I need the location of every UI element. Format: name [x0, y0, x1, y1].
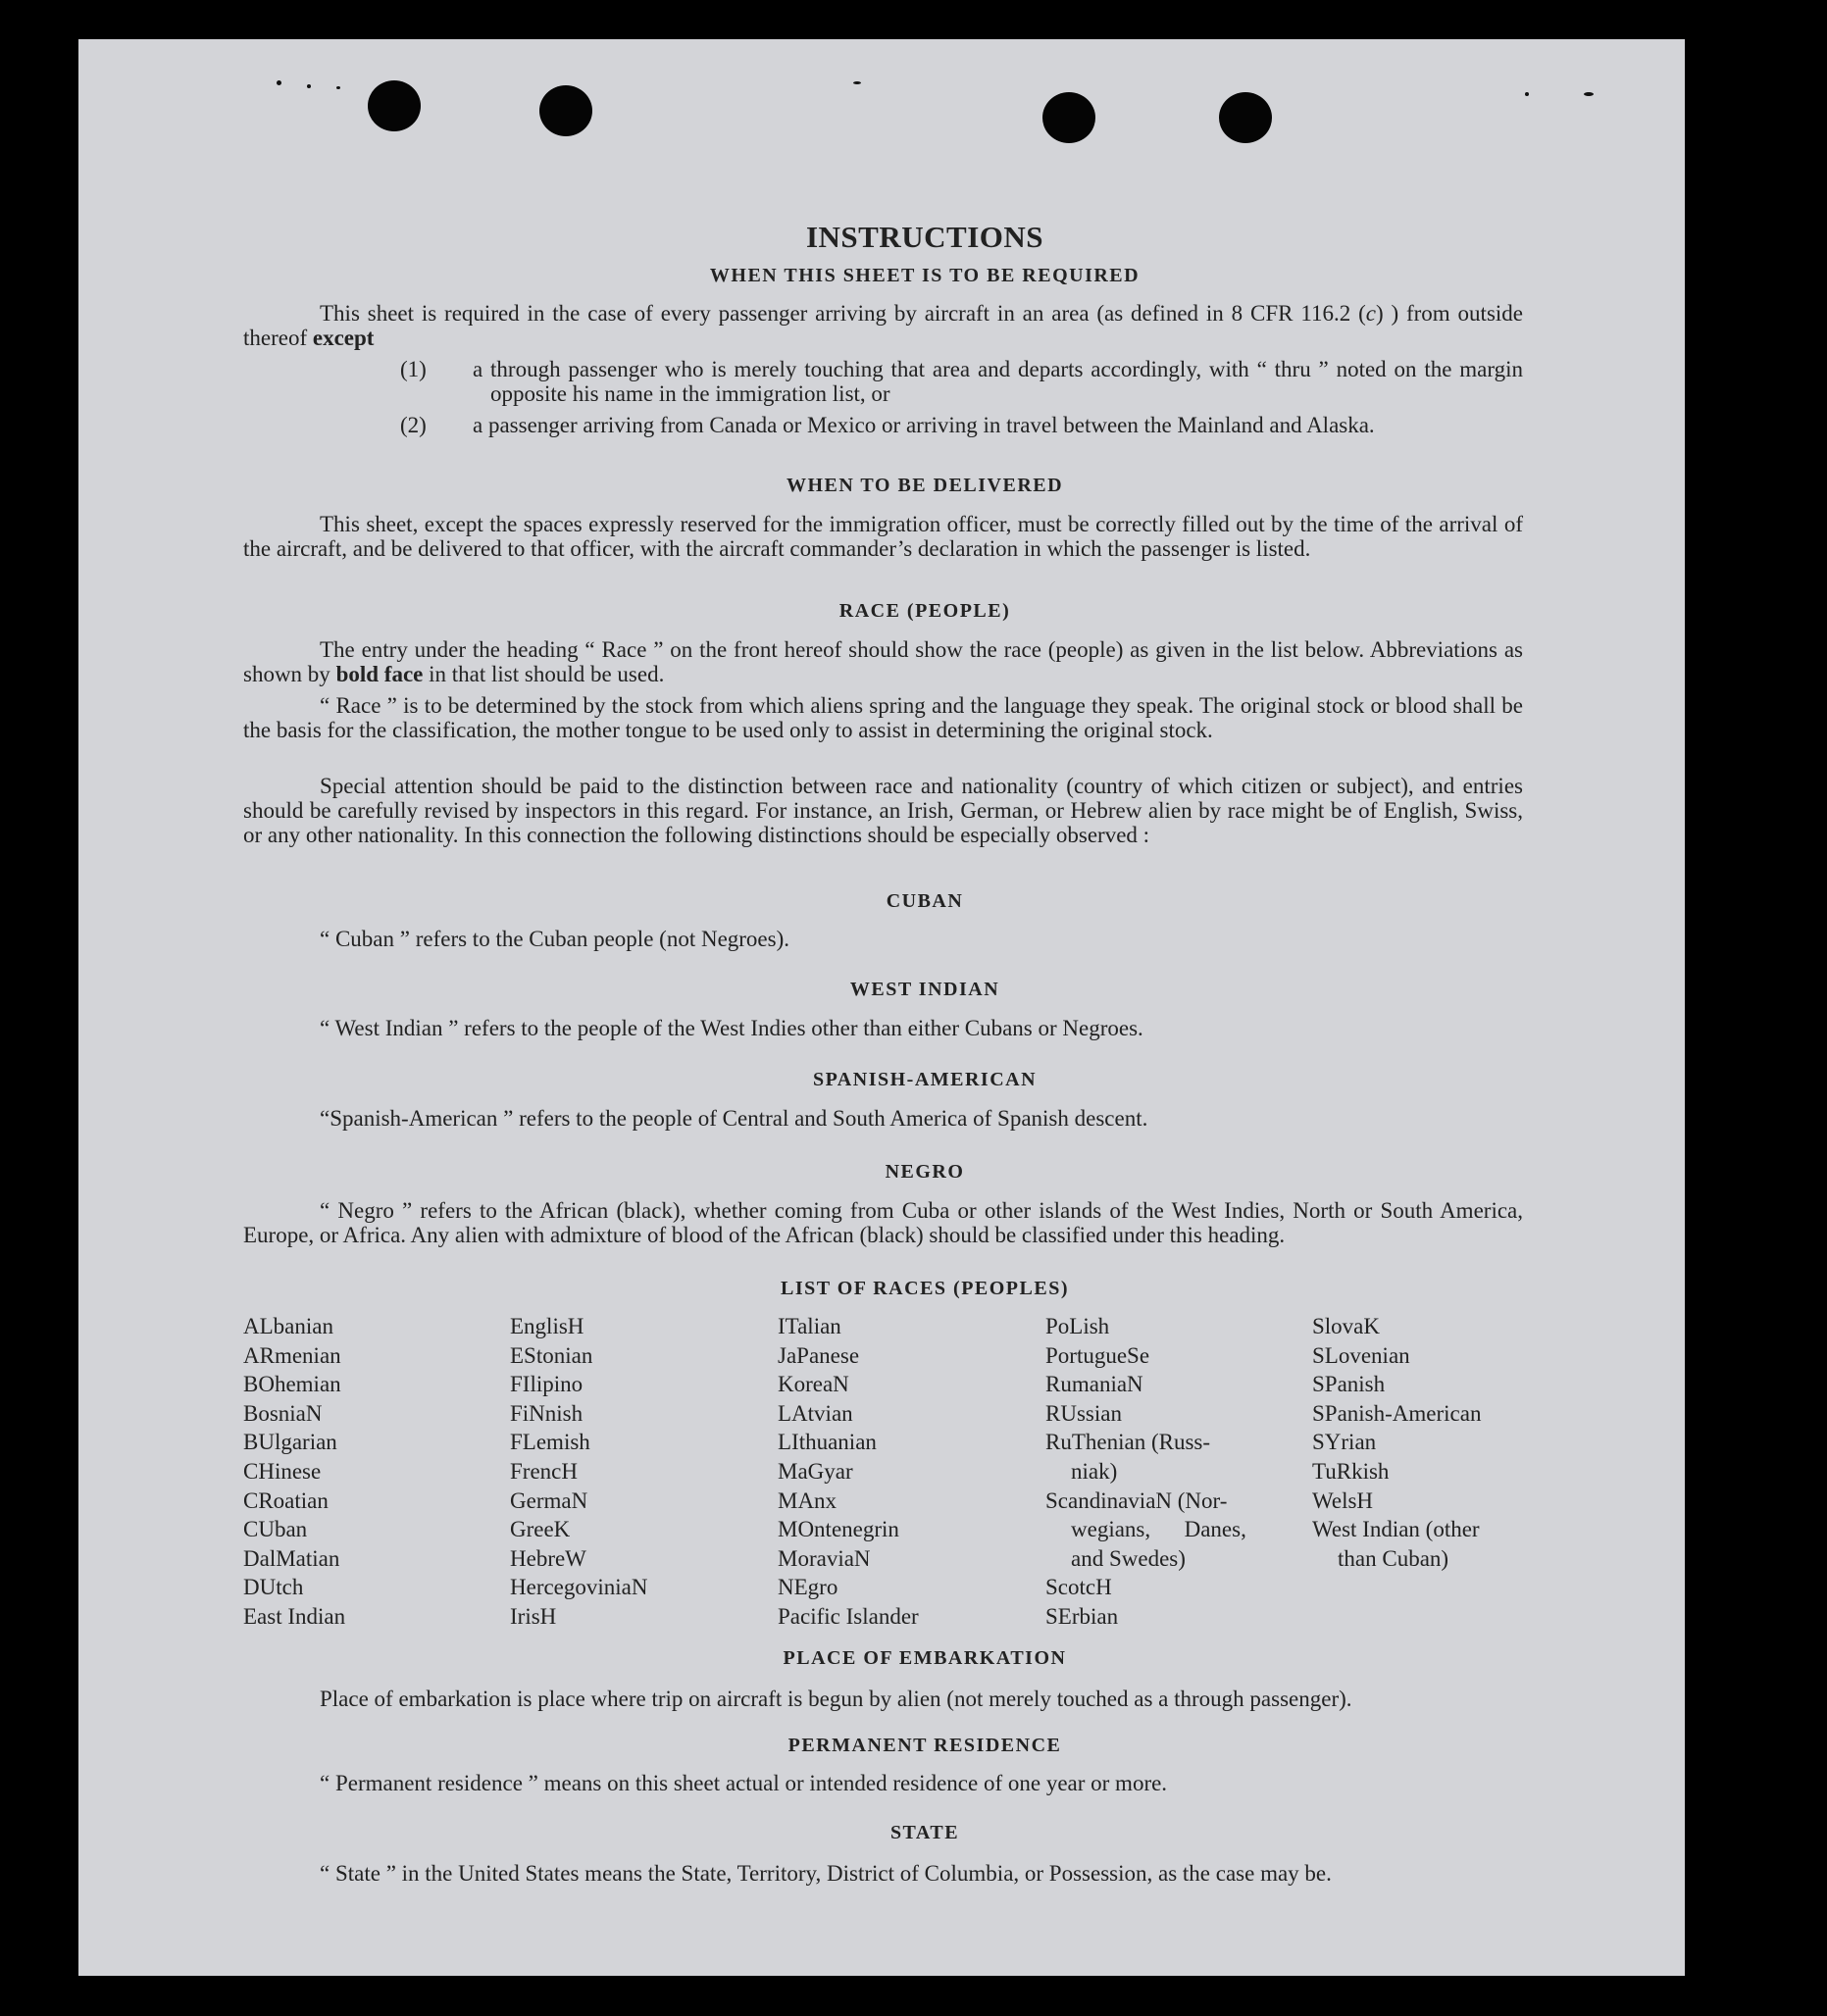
speck [336, 86, 340, 89]
list-item: KoreaN [778, 1372, 849, 1397]
list-item: BUlgarian [243, 1430, 337, 1455]
item-text: a passenger arriving from Canada or Mexico or arriving in travel between the Mainland and Alaska. [473, 413, 1375, 437]
paragraph-race-3: Special attention should be paid to the distinction between race and nationality (country of which citizen or subject), and entries should be carefully revised by inspectors in this regard. For instance, an Irish, German, or Hebrew alien by race might be of English, Swiss, or any other nationality. In this connection the following distinctions should be especially observed : [243, 774, 1523, 847]
list-item: East Indian [243, 1603, 346, 1629]
list-item: ALbanian [243, 1314, 333, 1338]
punch-hole [1042, 92, 1095, 143]
list-item: MAnx [778, 1487, 837, 1513]
item-number: (1) [400, 357, 427, 381]
races-column-2 [510, 1312, 648, 1632]
list-item: IrisH [510, 1603, 557, 1629]
list-item: wegians, Danes, [1071, 1517, 1246, 1542]
document-page [78, 39, 1685, 1976]
list-item: BosniaN [243, 1400, 323, 1426]
text: The entry under the heading “ Race ” on the front hereof should show the race (people) as given in the list below. Abbreviations as shown by [243, 637, 1523, 686]
heading-cuban: CUBAN [886, 890, 964, 912]
list-item: RumaniaN [1045, 1372, 1143, 1397]
list-item: SlovaK [1312, 1314, 1380, 1338]
text: in that list should be used. [423, 662, 665, 686]
heading-race: RACE (PEOPLE) [838, 600, 1011, 622]
paragraph-embarkation: Place of embarkation is place where trip on aircraft is begun by alien (not merely touched as a through passenger). [320, 1687, 1352, 1711]
list-item: niak) [1071, 1458, 1118, 1484]
paragraph-race-2: “ Race ” is to be determined by the stock from which aliens spring and the language they speak. The original stock or blood shall be the basis for the classification, the mother tongue to be used only to assist in determining the original stock. [243, 693, 1523, 742]
list-item: LIthuanian [778, 1430, 877, 1455]
heading-west-indian: WEST INDIAN [849, 979, 1000, 1000]
list-item: PortugueSe [1045, 1342, 1150, 1368]
races-column-3 [778, 1312, 919, 1632]
heading-when-required: WHEN THIS SHEET IS TO BE REQUIRED [709, 265, 1141, 286]
text: ) ) from outside thereof [243, 301, 1523, 350]
paragraph-permanent-residence: “ Permanent residence ” means on this sheet actual or intended residence of one year or more. [320, 1771, 1168, 1795]
list-item: DUtch [243, 1575, 304, 1600]
list-item: PoLish [1045, 1314, 1110, 1338]
item-text: a through passenger who is merely touching that area and departs accordingly, with “ thru ” noted on the margin opposite his name in the immigration list, or [473, 357, 1523, 406]
speck [853, 81, 861, 84]
races-column-1 [243, 1312, 345, 1632]
speck [307, 84, 311, 88]
text: bold face [335, 662, 424, 686]
heading-spanish-american: SPANISH-AMERICAN [812, 1069, 1038, 1090]
list-item: JaPanese [778, 1342, 860, 1368]
list-item: SPanish-American [1312, 1400, 1482, 1426]
list-item: EnglisH [510, 1314, 584, 1338]
paragraph-race-1 [243, 637, 1523, 686]
list-item: MoraviaN [778, 1545, 871, 1571]
list-item: MOntenegrin [778, 1517, 899, 1542]
text: except [312, 326, 375, 350]
list-item: LAtvian [778, 1400, 853, 1426]
paragraph-cuban: “ Cuban ” refers to the Cuban people (not Negroes). [320, 927, 790, 951]
list-item: NEgro [778, 1575, 838, 1600]
heading-state: STATE [889, 1822, 960, 1843]
list-item: GermaN [510, 1487, 588, 1513]
list-item: CHinese [243, 1458, 322, 1484]
text: This sheet is required in the case of every passenger arriving by aircraft in an area (as defined in 8 CFR 116.2 ( [320, 301, 1366, 326]
heading-permanent-residence: PERMANENT RESIDENCE [787, 1735, 1062, 1756]
list-item: MaGyar [778, 1458, 853, 1484]
list-item: and Swedes) [1071, 1545, 1186, 1571]
text: c [1365, 301, 1376, 326]
list-item: ARmenian [243, 1342, 341, 1368]
list-item: WelsH [1312, 1487, 1374, 1513]
paragraph-west-indian: “ West Indian ” refers to the people of the West Indies other than either Cubans or Negroes. [320, 1016, 1143, 1040]
list-item: FIlipino [510, 1372, 584, 1397]
heading-list-of-races: LIST OF RACES (PEOPLES) [780, 1278, 1069, 1299]
speck [277, 80, 281, 85]
list-item: FrencH [510, 1458, 578, 1484]
item-number: (2) [400, 413, 427, 437]
list-item: DalMatian [243, 1545, 340, 1571]
list-item: CUban [243, 1517, 308, 1542]
list-item: SYrian [1312, 1430, 1377, 1455]
list-item: RUssian [1045, 1400, 1122, 1426]
punch-hole [368, 80, 421, 131]
list-item: FLemish [510, 1430, 590, 1455]
list-item: HercegovinіaN [510, 1575, 648, 1600]
list-item: Pacific Islander [778, 1603, 919, 1629]
list-item: BOhemian [243, 1372, 341, 1397]
page-title: INSTRUCTIONS [805, 220, 1043, 254]
speck [1525, 92, 1529, 96]
list-item: ScotcH [1045, 1575, 1112, 1600]
list-item [400, 413, 1523, 437]
list-item: ScandinaviaN (Nor- [1045, 1487, 1228, 1513]
list-item: West Indian (other [1312, 1517, 1480, 1542]
heading-embarkation: PLACE OF EMBARKATION [783, 1647, 1067, 1669]
heading-when-delivered: WHEN TO BE DELIVERED [786, 475, 1064, 496]
list-item: SPanish [1312, 1372, 1386, 1397]
punch-hole [539, 85, 592, 136]
heading-negro: NEGRO [885, 1161, 965, 1183]
list-item: RuThenian (Russ- [1045, 1430, 1211, 1455]
list-item: SErbian [1045, 1603, 1119, 1629]
races-column-5 [1312, 1312, 1481, 1573]
list-item: ITalian [778, 1314, 841, 1338]
paragraph-state: “ State ” in the United States means the State, Territory, District of Columbia, or Possession, as the case may be. [320, 1861, 1332, 1886]
punch-hole [1219, 92, 1272, 143]
list-item: SLovenian [1312, 1342, 1410, 1368]
paragraph-when-required [243, 301, 1523, 350]
paragraph-negro: “ Negro ” refers to the African (black), whether coming from Cuba or other islands of the West Indies, North or South America, Europe, or Africa. Any alien with admixture of blood of the African (black) should be classified under this heading. [243, 1198, 1523, 1247]
list-item: GreeK [510, 1517, 571, 1542]
list-item: than Cuban) [1338, 1545, 1449, 1571]
list-item: EStonian [510, 1342, 593, 1368]
paragraph-when-delivered: This sheet, except the spaces expressly reserved for the immigration officer, must be correctly filled out by the time of the arrival of the aircraft, and be delivered to that officer, with the aircraft commander’s declaration in which the passenger is listed. [243, 512, 1523, 561]
list-item [400, 357, 1523, 406]
list-item: HebreW [510, 1545, 586, 1571]
list-item: TuRkish [1312, 1458, 1390, 1484]
races-column-4 [1045, 1312, 1246, 1632]
list-item: FiNnish [510, 1400, 584, 1426]
paragraph-spanish-american: “Spanish-American ” refers to the people of Central and South America of Spanish descent. [320, 1106, 1148, 1131]
speck [1584, 92, 1594, 96]
list-item: CRoatian [243, 1487, 329, 1513]
